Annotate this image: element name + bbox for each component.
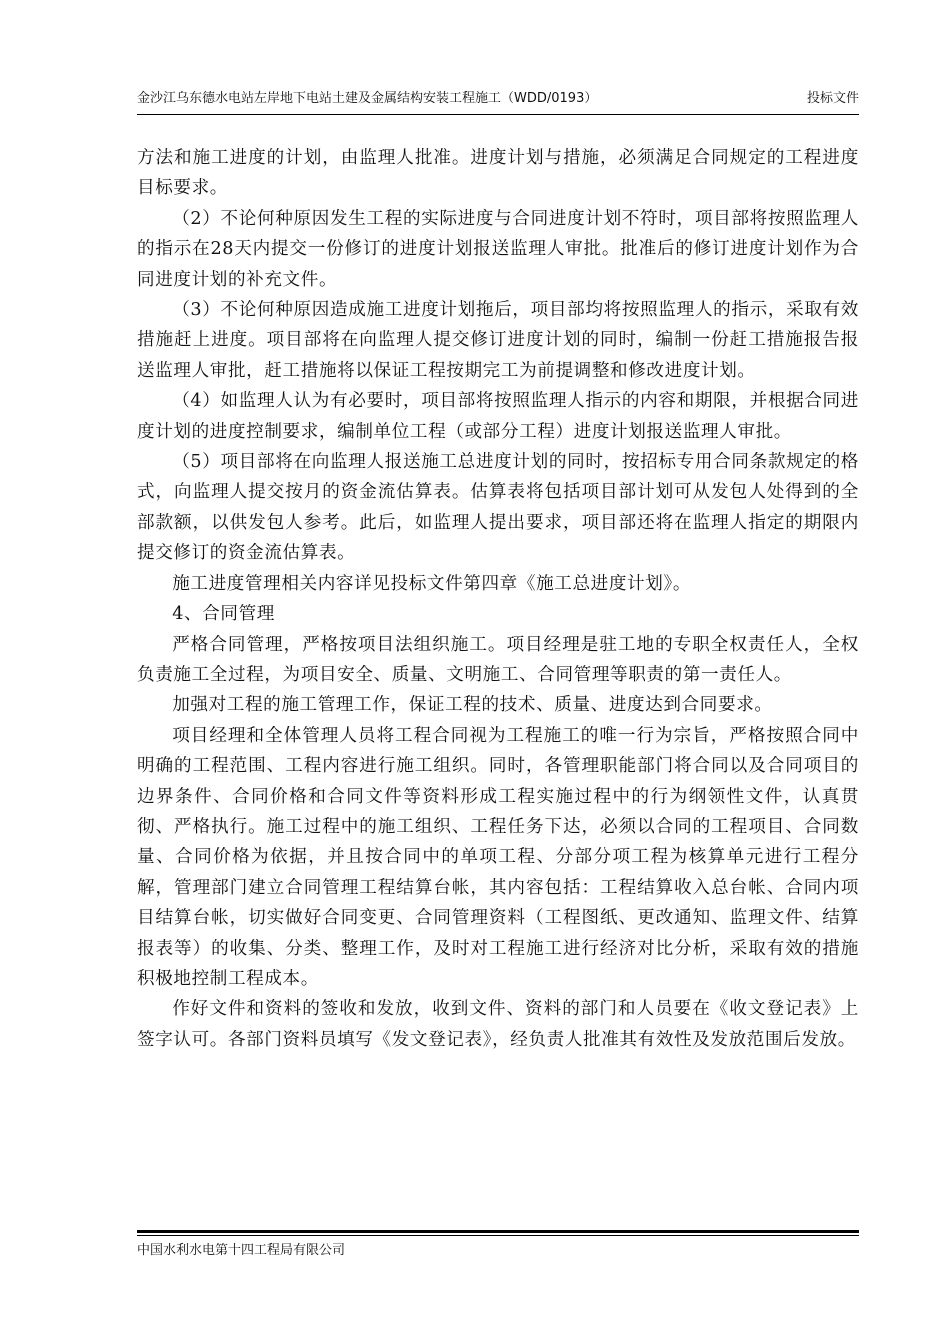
section-heading-contract-management: 4、合同管理 <box>172 604 275 625</box>
paragraph-schedule-reference: 施工进度管理相关内容详见投标文件第四章《施工总进度计划》。 <box>172 573 692 594</box>
paragraph-document-control: 作好文件和资料的签收和发放，收到文件、资料的部门和人员要在《收文登记表》上签字认可。各部门资料员填写《发文登记表》，经负责人批准其有效性及发放范围后发放。 <box>137 999 859 1050</box>
paragraph-project-manager: 项目经理和全体管理人员将工程合同视为工程施工的唯一行为宗旨，严格按照合同中明确的工程范围、工程内容进行施工组织。同时，各管理职能部门将合同以及合同项目的边界条件、合同价格和合同文件等资料形成工程实施过程中的行为纲领性文件，认真贯彻、严格执行。施工过程中的施工组织、工程任务下达，必须以合同的工程项目、合同数量、合同价格为依据，并且按合同中的单项工程、分部分项工程为核算单元进行工程分解，管理部门建立合同管理工程结算台帐，其内容包括：工程结算收入总台帐、合同内项目结算台帐，切实做好合同变更、合同管理资料（工程图纸、更改通知、监理文件、结算报表等）的收集、分类、整理工作，及时对工程施工进行经济对比分析，采取有效的措施积极地控制工程成本。 <box>137 725 859 989</box>
header-title: 金沙江乌东德水电站左岸地下电站土建及金属结构安装工程施工（WDD/0193） <box>137 91 598 106</box>
paragraph-construction-management: 加强对工程的施工管理工作，保证工程的技术、质量、进度达到合同要求。 <box>172 695 773 716</box>
paragraph-contract-management: 严格合同管理，严格按项目法组织施工。项目经理是驻工地的专职全权责任人，全权负责施工全过程，为项目安全、质量、文明施工、合同管理等职责的第一责任人。 <box>137 634 859 685</box>
paragraph-item-4: （4）如监理人认为有必要时，项目部将按照监理人指示的内容和期限，并根据合同进度计划的进度控制要求，编制单位工程（或部分工程）进度计划报送监理人审批。 <box>137 391 859 442</box>
paragraph-item-5: （5）项目部将在向监理人报送施工总进度计划的同时，按招标专用合同条款规定的格式，向监理人提交按月的资金流估算表。估算表将包括项目部计划可从发包人处得到的全部款额，以供发包人参考。此后，如监理人提出要求，项目部还将在监理人指定的期限内提交修订的资金流估算表。 <box>137 452 859 564</box>
header-doc-type: 投标文件 <box>806 91 859 106</box>
footer-company: 中国水利水电第十四工程局有限公司 <box>137 1243 346 1258</box>
paragraph-item-3: （3）不论何种原因造成施工进度计划拖后，项目部均将按照监理人的指示，采取有效措施赶上进度。项目部将在向监理人提交修订进度计划的同时，编制一份赶工措施报告报送监理人审批，赶工措施将以保证工程按期完工为前提调整和修改进度计划。 <box>137 300 859 381</box>
header-divider <box>137 114 859 115</box>
footer-divider <box>137 1230 859 1233</box>
paragraph-item-2: （2）不论何种原因发生工程的实际进度与合同进度计划不符时，项目部将按照监理人的指示在28天内提交一份修订的进度计划报送监理人审批。批准后的修订进度计划作为合同进度计划的补充文件。 <box>137 208 859 290</box>
paragraph-continuation: 方法和施工进度的计划，由监理人批准。进度计划与措施，必须满足合同规定的工程进度目标要求。 <box>137 148 859 199</box>
page-header <box>137 88 859 116</box>
document-body <box>137 143 859 1055</box>
